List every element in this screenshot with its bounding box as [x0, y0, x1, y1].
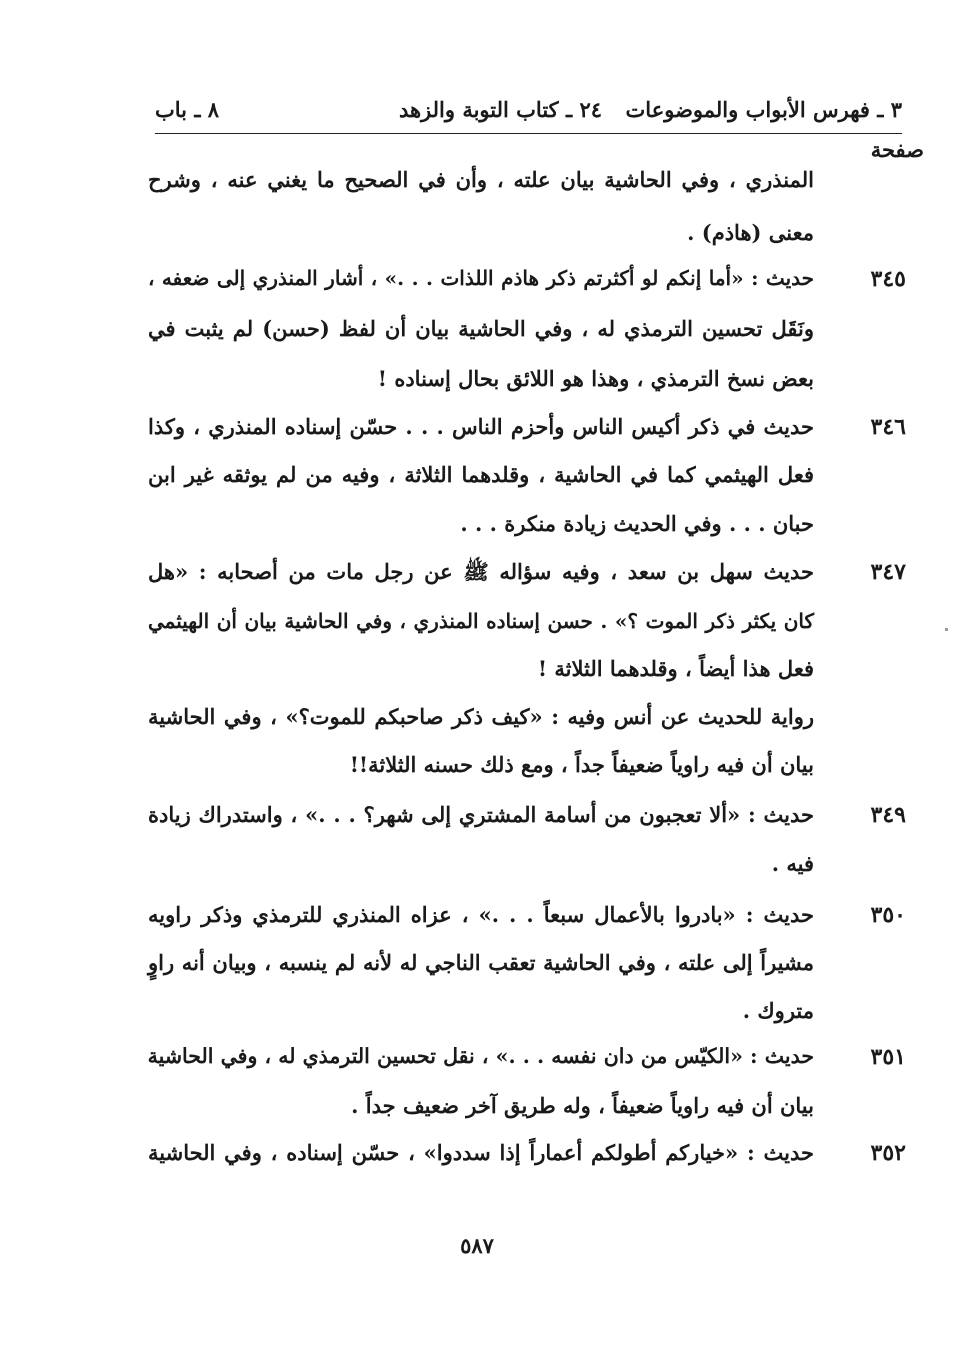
- header-divider: [155, 133, 902, 134]
- entry-line: حديث : «الكيّس من دان نفسه . . .» ، نقل تحسين الترمذي له ، وفي الحاشية: [147, 1044, 814, 1068]
- entry-line: حديث : «بادروا بالأعمال سبعاً . . .» ، عزاه المنذري للترمذي وذكر راويه: [148, 902, 814, 927]
- entry-line: فعل هذا أيضاً ، وقلدهما الثلاثة !: [537, 656, 814, 681]
- entry-line: متروك .: [742, 998, 814, 1023]
- entry-line: فعل الهيثمي كما في الحاشية ، وقلدهما الثلاثة ، وفيه من لم يوثقه غير ابن: [148, 462, 814, 487]
- header-section-title: ٣ ـ فهرس الأبواب والموضوعات: [625, 97, 902, 122]
- entry-line: حديث سهل بن سعد ، وفيه سؤاله ﷺ عن رجل مات من أصحابه : «هل: [148, 559, 814, 584]
- entry-number: ٣٤٦: [870, 414, 906, 440]
- scan-speck: [945, 628, 948, 631]
- entry-line: حبان . . . وفي الحديث زيادة منكرة . . .: [460, 511, 814, 536]
- entry-line: ونَقَل تحسين الترمذي له ، وفي الحاشية بيان أن لفظ (حسن) لم يثبت في: [148, 316, 814, 341]
- running-header: [155, 97, 902, 131]
- page-column-label: صفحة: [870, 137, 924, 162]
- entry-line: حديث : «أما إنكم لو أكثرتم ذكر هاذم اللذات . . .» ، أشار المنذري إلى ضعفه ،: [148, 266, 814, 290]
- entry-number: ٣٤٥: [870, 266, 906, 292]
- entry-number: ٣٥٢: [870, 1140, 906, 1166]
- entry-line: بعض نسخ الترمذي ، وهذا هو اللائق بحال إسناده !: [377, 366, 814, 391]
- entry-line: كان يكثر ذكر الموت ؟» . حسن إسناده المنذري ، وفي الحاشية بيان أن الهيثمي: [148, 609, 814, 633]
- entry-line: حديث : «ألا تعجبون من أسامة المشتري إلى شهر؟ . . .» ، واستدراك زيادة: [148, 802, 814, 827]
- entry-number: ٣٤٩: [870, 802, 906, 828]
- continuation-line: معنى (هاذم) .: [687, 220, 814, 245]
- entry-line: رواية للحديث عن أنس وفيه : «كيف ذكر صاحبكم للموت؟» ، وفي الحاشية: [148, 704, 814, 729]
- entry-line: بيان أن فيه راوياً ضعيفاً جداً ، ومع ذلك حسنه الثلاثة!!: [349, 752, 814, 777]
- header-book-title: ٢٤ ـ كتاب التوبة والزهد: [398, 97, 602, 122]
- entry-number: ٣٤٧: [870, 559, 906, 585]
- entry-line: بيان أن فيه راوياً ضعيفاً ، وله طريق آخر ضعيف جداً .: [351, 1093, 814, 1118]
- entry-line: حديث في ذكر أكيس الناس وأحزم الناس . . . حسّن إسناده المنذري ، وكذا: [148, 414, 814, 439]
- entry-number: ٣٥١: [870, 1044, 906, 1070]
- continuation-line: المنذري ، وفي الحاشية بيان علته ، وأن في الصحيح ما يغني عنه ، وشرح: [148, 167, 814, 192]
- entry-number: ٣٥٠: [870, 902, 906, 928]
- entry-line: حديث : «خياركم أطولكم أعماراً إذا سددوا» ، حسّن إسناده ، وفي الحاشية: [148, 1140, 814, 1165]
- header-chapter-title: ٨ ـ باب: [155, 97, 220, 122]
- entry-line: مشيراً إلى علته ، وفي الحاشية تعقب الناجي له لأنه لم ينسبه ، وبيان أنه راوٍ: [148, 950, 814, 975]
- entry-line: فيه .: [771, 851, 814, 876]
- page-number: ٥٨٧: [460, 1233, 494, 1258]
